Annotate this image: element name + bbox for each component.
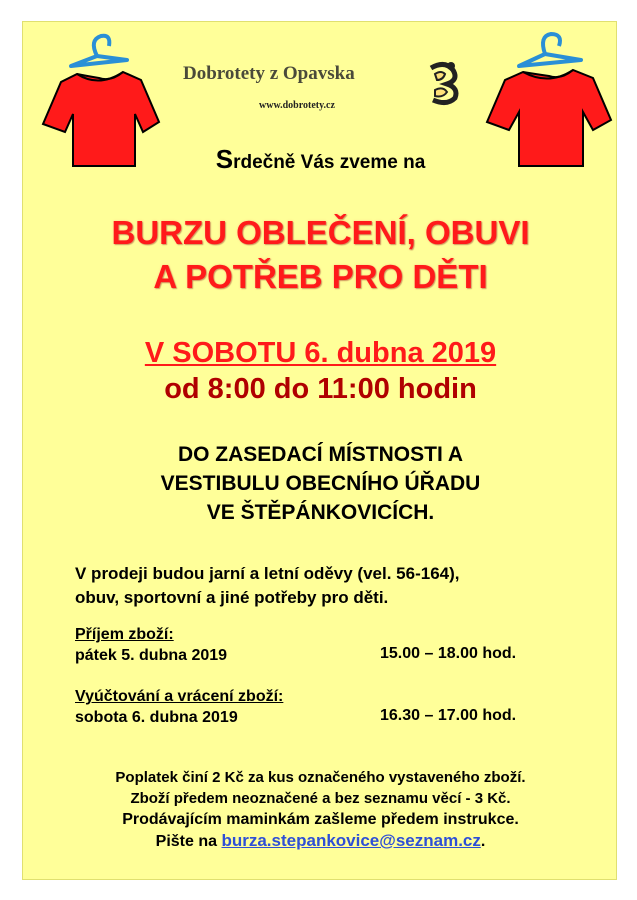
sale-description — [75, 562, 459, 610]
sale-description-line2: obuv, sportovní a jiné potřeby pro děti. — [75, 588, 389, 607]
schedule-settlement — [75, 686, 283, 728]
event-title-line2: A POTŘEB PRO DĚTI — [153, 258, 488, 295]
invitation-rest: rdečně Vás zveme na — [233, 152, 426, 173]
event-date-line1: V SOBOTU 6. dubna 2019 — [144, 337, 497, 369]
dobrotety-logo-icon — [421, 58, 465, 106]
schedule-intake-day: pátek 5. dubna 2019 — [75, 647, 228, 664]
org-name: Dobrotety z Opavska — [183, 63, 355, 84]
event-place-line3: VE ŠTĚPÁNKOVICÍCH. — [206, 501, 435, 524]
schedule-settlement-heading: Vyúčtování a vrácení zboží: — [75, 688, 284, 705]
website: www.dobrotety.cz — [259, 100, 335, 111]
footer-unmarked-line: Zboží předem neoznačené a bez seznamu věcí - 3 Kč. — [130, 790, 511, 807]
event-title-line1: BURZU OBLEČENÍ, OBUVI — [111, 214, 530, 251]
sale-description-line1: V prodeji budou jarní a letní oděvy (vel. 56-164), — [75, 564, 460, 583]
footer-contact-suffix: . — [480, 833, 486, 850]
invitation-text — [23, 144, 618, 175]
event-place — [23, 440, 618, 527]
event-place-line1: DO ZASEDACÍ MÍSTNOSTI A — [177, 443, 464, 466]
event-time-line: od 8:00 do 11:00 hodin — [164, 373, 477, 405]
footer-fee-line: Poplatek činí 2 Kč za kus označeného vystaveného zboží. — [115, 769, 526, 786]
event-place-line2: VESTIBULU OBECNÍHO ÚŘADU — [160, 472, 481, 495]
event-date — [23, 335, 618, 407]
contact-email-link[interactable]: burza.stepankovice@seznam.cz — [221, 831, 481, 850]
poster — [22, 21, 617, 880]
footer-contact-prefix: Pište na — [155, 833, 222, 850]
schedule-intake-time: 15.00 – 18.00 hod. — [380, 645, 517, 662]
footer-contact-line — [23, 830, 618, 852]
schedule-intake — [75, 624, 227, 666]
invitation-first-letter: S — [215, 144, 234, 174]
footer-info — [23, 767, 618, 852]
footer-instructions-line: Prodávajícím maminkám zašleme předem instrukce. — [122, 811, 519, 828]
schedule-settlement-time: 16.30 – 17.00 hod. — [380, 707, 517, 724]
schedule-settlement-day: sobota 6. dubna 2019 — [75, 709, 238, 726]
schedule-intake-heading: Příjem zboží: — [75, 626, 174, 643]
event-title — [23, 211, 618, 299]
